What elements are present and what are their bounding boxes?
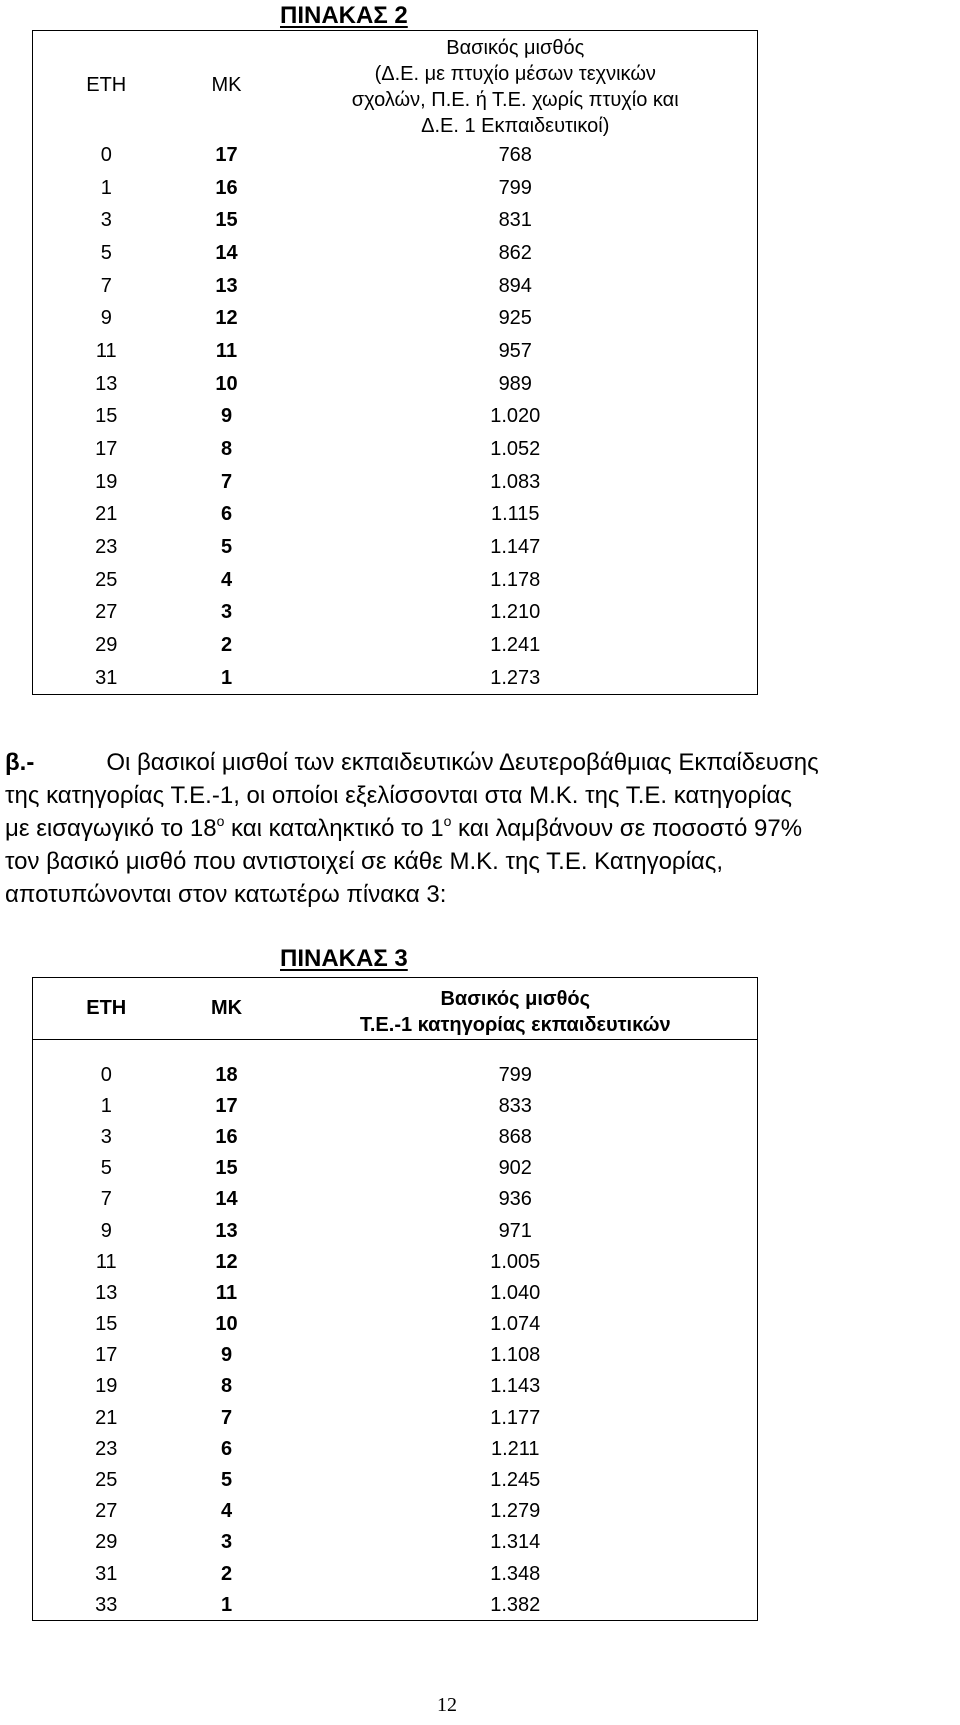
table2-row: [33, 531, 758, 564]
table3-row: [33, 1371, 758, 1402]
table3-mk-cell: 10: [215, 1313, 238, 1336]
table2-years-cell: 13: [33, 368, 180, 401]
table3-salary-cell: 1.040: [274, 1278, 758, 1309]
table3-salary-cell: 1.314: [274, 1527, 758, 1558]
table2-row: [33, 597, 758, 630]
table3-years-cell: 21: [33, 1403, 180, 1434]
table3-mk-cell: 8: [220, 1375, 233, 1398]
table2-years-cell: 7: [33, 270, 180, 303]
table3-salary-cell: 1.245: [274, 1465, 758, 1496]
table3-row: [33, 1278, 758, 1309]
table3-years-cell: 29: [33, 1527, 180, 1558]
table2-mk-cell: 6: [220, 503, 233, 526]
table3-salary-cell: 1.143: [274, 1371, 758, 1402]
table2-mk-cell: 8: [220, 438, 233, 461]
table2-row: [33, 139, 758, 172]
table2-years-cell: 9: [33, 302, 180, 335]
table2-row: [33, 499, 758, 532]
paragraph-line: [5, 746, 945, 779]
table2-header-salary-line: σχολών, Π.Ε. ή Τ.Ε. χωρίς πτυχίο και: [351, 89, 679, 111]
table2-row: [33, 401, 758, 434]
table2-mk-cell: 13: [215, 274, 238, 297]
table3-salary-cell: 902: [274, 1153, 758, 1184]
table2-row: [33, 172, 758, 205]
table2-row: [33, 237, 758, 270]
table2-header-salary-line: Δ.Ε. 1 Εκπαιδευτικοί): [421, 115, 610, 137]
table2-mk-cell: 5: [220, 536, 233, 559]
table2-salary-cell: 1.083: [274, 466, 758, 499]
table2-mk-cell: 3: [220, 601, 233, 624]
table3-header-row: [33, 978, 758, 1040]
table3-years-cell: 31: [33, 1559, 180, 1590]
table3-row: [33, 1060, 758, 1091]
table3-mk-cell: 15: [215, 1157, 238, 1180]
table2-mk-cell: 15: [215, 209, 238, 232]
table2-years-cell: 1: [33, 172, 180, 205]
table2-header-mk: ΜΚ: [180, 31, 274, 140]
table2-years-cell: 5: [33, 237, 180, 270]
table2-mk-cell: 7: [220, 470, 233, 493]
table2-salary-cell: 1.178: [274, 564, 758, 597]
table2-salary-cell: 989: [274, 368, 758, 401]
table2-mk-cell: 17: [215, 143, 238, 166]
table3-row: [33, 1590, 758, 1621]
table2-row: [33, 270, 758, 303]
paragraph-text: τον βασικό μισθό που αντιστοιχεί σε κάθε Μ.Κ. της Τ.Ε. Κατηγορίας,: [5, 848, 724, 875]
table2-years-cell: 23: [33, 531, 180, 564]
table3-header-mk: ΜΚ: [180, 978, 274, 1040]
table2: [32, 30, 758, 695]
table3-row: [33, 1247, 758, 1278]
table2-salary-cell: 1.210: [274, 597, 758, 630]
table3-salary-cell: 936: [274, 1184, 758, 1215]
table2-row: [33, 662, 758, 695]
table3-years-cell: 19: [33, 1371, 180, 1402]
superscript-o: ο: [443, 813, 452, 829]
table3-row: [33, 1434, 758, 1465]
body-paragraph: [5, 746, 945, 911]
table3-salary-cell: 868: [274, 1122, 758, 1153]
table3-years-cell: 0: [33, 1060, 180, 1091]
table2-salary-cell: 925: [274, 302, 758, 335]
table2-mk-cell: 14: [215, 241, 238, 264]
table3-row: [33, 1496, 758, 1527]
table3-years-cell: 15: [33, 1309, 180, 1340]
table2-row: [33, 629, 758, 662]
table2-years-cell: 27: [33, 597, 180, 630]
table2-header-years: ΕΤΗ: [33, 31, 180, 140]
page-number: 12: [437, 1694, 457, 1716]
table2-mk-cell: 16: [215, 176, 238, 199]
paragraph-line: [5, 878, 945, 911]
paragraph-text: και λαμβάνουν σε ποσοστό 97%: [451, 815, 803, 842]
table2-row: [33, 368, 758, 401]
table3-mk-cell: 2: [220, 1562, 233, 1585]
table2-salary-cell: 957: [274, 335, 758, 368]
table3-salary-cell: 1.211: [274, 1434, 758, 1465]
table2-salary-cell: 894: [274, 270, 758, 303]
table2-mk-cell: 12: [215, 307, 238, 330]
table2-row: [33, 335, 758, 368]
paragraph-text: και καταληκτικό το 1: [224, 815, 444, 842]
table3-years-cell: 13: [33, 1278, 180, 1309]
table3-years-cell: 17: [33, 1340, 180, 1371]
table3-years-cell: 25: [33, 1465, 180, 1496]
table2-header-salary: [274, 31, 758, 140]
table2-years-cell: 25: [33, 564, 180, 597]
table3-mk-cell: 5: [220, 1469, 233, 1492]
table2-salary-cell: 1.147: [274, 531, 758, 564]
table3-years-cell: 7: [33, 1184, 180, 1215]
table2-row: [33, 302, 758, 335]
table3-row: [33, 1153, 758, 1184]
table3-row: [33, 1403, 758, 1434]
table2-header-salary-line: Βασικός μισθός: [446, 37, 585, 59]
superscript-o: ο: [216, 813, 225, 829]
table2-salary-cell: 1.115: [274, 499, 758, 532]
table2-salary-cell: 1.241: [274, 629, 758, 662]
table3-mk-cell: 14: [215, 1188, 238, 1211]
paragraph-text: με εισαγωγικό το 18: [5, 815, 217, 842]
table2-row: [33, 433, 758, 466]
paragraph-line: [5, 779, 945, 812]
table3-spacer-row: [33, 1040, 758, 1060]
table3-mk-cell: 4: [220, 1500, 233, 1523]
table3-mk-cell: 3: [220, 1531, 233, 1554]
table2-years-cell: 11: [33, 335, 180, 368]
table3-mk-cell: 7: [220, 1406, 233, 1429]
table2-salary-cell: 862: [274, 237, 758, 270]
table2-row: [33, 564, 758, 597]
table3-header-years: ΕΤΗ: [33, 978, 180, 1040]
table3-mk-cell: 13: [215, 1219, 238, 1242]
table2-salary-cell: 1.052: [274, 433, 758, 466]
table2-header-row: [33, 31, 758, 140]
table2-salary-cell: 768: [274, 139, 758, 172]
table3-mk-cell: 16: [215, 1125, 238, 1148]
table3-header-salary-line: Τ.Ε.-1 κατηγορίας εκπαιδευτικών: [359, 1013, 671, 1036]
table3-row: [33, 1215, 758, 1246]
table2-salary-cell: 831: [274, 204, 758, 237]
table3-years-cell: 23: [33, 1434, 180, 1465]
table2-mk-cell: 10: [215, 372, 238, 395]
table2-salary-cell: 799: [274, 172, 758, 205]
table3-row: [33, 1559, 758, 1590]
table2-row: [33, 204, 758, 237]
table3-row: [33, 1340, 758, 1371]
table3-salary-cell: 799: [274, 1060, 758, 1091]
table3-mk-cell: 6: [220, 1437, 233, 1460]
table3-salary-cell: 1.382: [274, 1590, 758, 1621]
table3-salary-cell: 833: [274, 1091, 758, 1122]
table2-salary-cell: 1.020: [274, 401, 758, 434]
table2-salary-cell: 1.273: [274, 662, 758, 695]
table2-mk-cell: 11: [215, 339, 238, 362]
table3-mk-cell: 9: [220, 1344, 233, 1367]
table3-row: [33, 1091, 758, 1122]
table3-title: ΠΙΝΑΚΑΣ 3: [280, 945, 408, 972]
table3-header-salary: [274, 978, 758, 1040]
table3-years-cell: 5: [33, 1153, 180, 1184]
table3-row: [33, 1465, 758, 1496]
table3-mk-cell: 11: [215, 1281, 238, 1304]
table3-salary-cell: 1.108: [274, 1340, 758, 1371]
table3-years-cell: 33: [33, 1590, 180, 1621]
paragraph-text: της κατηγορίας Τ.Ε.-1, οι οποίοι εξελίσσονται στα Μ.Κ. της Τ.Ε. κατηγορίας: [5, 782, 792, 809]
table2-header-salary-line: (Δ.Ε. με πτυχίο μέσων τεχνικών: [374, 63, 656, 85]
table3-salary-cell: 971: [274, 1215, 758, 1246]
table3-row: [33, 1527, 758, 1558]
table3-row: [33, 1184, 758, 1215]
table2-mk-cell: 9: [220, 405, 233, 428]
table3-years-cell: 1: [33, 1091, 180, 1122]
table2-years-cell: 17: [33, 433, 180, 466]
table3-years-cell: 9: [33, 1215, 180, 1246]
paragraph-lead: β.-: [5, 749, 35, 776]
paragraph-text: Οι βασικοί μισθοί των εκπαιδευτικών Δευτεροβάθμιας Εκπαίδευσης: [106, 749, 819, 776]
table3-salary-cell: 1.348: [274, 1559, 758, 1590]
table2-title: ΠΙΝΑΚΑΣ 2: [280, 2, 408, 29]
table3-mk-cell: 1: [180, 1590, 274, 1621]
table3-years-cell: 11: [33, 1247, 180, 1278]
table3-years-cell: 3: [33, 1122, 180, 1153]
table2-mk-cell: 2: [220, 634, 233, 657]
table3: [32, 977, 758, 1621]
table3-salary-cell: 1.074: [274, 1309, 758, 1340]
table2-years-cell: 21: [33, 499, 180, 532]
table2-years-cell: 0: [33, 139, 180, 172]
paragraph-line: [5, 845, 945, 878]
table2-mk-cell: 1: [180, 662, 274, 695]
table3-mk-cell: 12: [215, 1250, 238, 1273]
table2-years-cell: 15: [33, 401, 180, 434]
table2-row: [33, 466, 758, 499]
table3-mk-cell: 18: [215, 1063, 238, 1086]
table3-row: [33, 1122, 758, 1153]
table3-header-salary-line: Βασικός μισθός: [440, 987, 591, 1010]
table2-years-cell: 31: [33, 662, 180, 695]
paragraph-text: αποτυπώνονται στον κατωτέρω πίνακα 3:: [5, 881, 447, 908]
table3-salary-cell: 1.279: [274, 1496, 758, 1527]
table2-mk-cell: 4: [220, 568, 233, 591]
table2-years-cell: 29: [33, 629, 180, 662]
table3-years-cell: 27: [33, 1496, 180, 1527]
table3-row: [33, 1309, 758, 1340]
table3-mk-cell: 17: [215, 1094, 238, 1117]
table3-salary-cell: 1.177: [274, 1403, 758, 1434]
table3-salary-cell: 1.005: [274, 1247, 758, 1278]
table2-years-cell: 19: [33, 466, 180, 499]
table2-years-cell: 3: [33, 204, 180, 237]
paragraph-line: [5, 812, 945, 845]
